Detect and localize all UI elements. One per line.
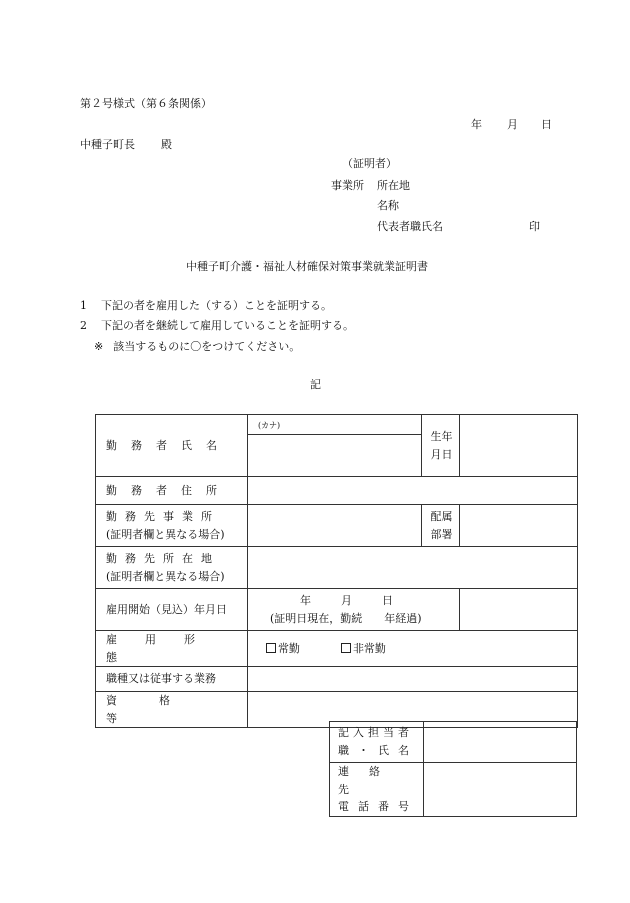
employee-name-label-cell xyxy=(96,415,248,477)
note-mark: ※ xyxy=(94,340,104,353)
workplace-address-input[interactable] xyxy=(247,547,577,589)
employment-type-label: 雇用形態 xyxy=(106,633,223,664)
representative-label: 代表者職氏名 xyxy=(377,220,443,233)
start-date-note: (証明日現在，勤続 年経過) xyxy=(269,611,422,625)
company-name-label: 名称 xyxy=(377,199,399,212)
full-time-checkbox[interactable] xyxy=(266,642,300,655)
addressee: 中種子町長 xyxy=(80,138,135,151)
qualification-label: 資格等 xyxy=(106,694,212,725)
statement-1-text: 下記の者を雇用した（する）ことを証明する。 xyxy=(101,299,332,312)
department-label-cell xyxy=(422,505,460,547)
kana-input[interactable] xyxy=(247,415,422,435)
department-label-1: 配属 xyxy=(430,509,453,523)
employee-name-input[interactable] xyxy=(247,435,422,477)
workplace-address-label: 勤務先所在地 xyxy=(106,551,220,565)
qualification-label-cell xyxy=(96,692,248,728)
employee-name-label: 勤務者氏名 xyxy=(106,438,231,452)
date-day-label: 日 xyxy=(541,118,552,131)
contact-label-cell xyxy=(330,763,424,817)
start-date-label: 雇用開始（見込）年月日 xyxy=(106,602,227,616)
contact-label-1: 連絡先 xyxy=(338,765,400,796)
person-input[interactable] xyxy=(423,722,576,763)
kana-label: (カナ) xyxy=(257,421,281,430)
statement-2-number: 2 xyxy=(80,319,87,332)
checkbox-icon xyxy=(266,643,276,653)
birthdate-input[interactable] xyxy=(460,415,578,477)
occupation-input[interactable] xyxy=(247,667,577,692)
statement-2-text: 下記の者を継続して雇用していることを証明する。 xyxy=(101,319,354,332)
workplace-label: 勤務先事業所 xyxy=(106,509,220,523)
ki-mark: 記 xyxy=(310,378,321,391)
person-label-cell xyxy=(330,722,424,763)
document-title: 中種子町介護・福祉人材確保対策事業就業証明書 xyxy=(186,260,428,273)
workplace-input[interactable] xyxy=(247,505,422,547)
full-time-label: 常勤 xyxy=(277,641,300,655)
employee-address-label-cell xyxy=(96,477,248,505)
employee-address-label: 勤務者住所 xyxy=(106,483,231,497)
note-text: 該当するものに〇をつけてください。 xyxy=(113,340,301,353)
person-label-2: 職・氏名 xyxy=(338,744,418,757)
part-time-checkbox[interactable] xyxy=(341,642,386,655)
statement-2 xyxy=(80,320,354,331)
workplace-address-label-cell xyxy=(96,547,248,589)
department-input[interactable] xyxy=(460,505,578,547)
certifier-heading: （証明者） xyxy=(342,157,397,170)
addressee-honorific: 殿 xyxy=(161,138,172,151)
employment-type-options xyxy=(247,631,577,667)
note xyxy=(94,341,300,352)
statement-1-number: 1 xyxy=(80,299,87,312)
occupation-label-cell xyxy=(96,667,248,692)
start-date-input[interactable] xyxy=(247,589,459,631)
workplace-note: (証明者欄と異なる場合) xyxy=(106,527,225,541)
workplace-address-note: (証明者欄と異なる場合) xyxy=(106,569,225,583)
employee-address-input[interactable] xyxy=(247,477,577,505)
address-label: 所在地 xyxy=(377,179,410,192)
start-date-label-cell xyxy=(96,589,248,631)
start-year-label: 年 xyxy=(299,593,311,607)
employee-table xyxy=(95,414,578,728)
workplace-label-cell xyxy=(96,505,248,547)
birthdate-label-1: 生年 xyxy=(430,429,453,443)
part-time-label: 非常勤 xyxy=(352,641,386,655)
department-label-2: 部署 xyxy=(430,527,453,541)
contact-label-2: 電話番号 xyxy=(338,800,418,814)
statement-1 xyxy=(80,300,332,311)
office-label: 事業所 xyxy=(331,179,364,192)
occupation-label: 職種又は従事する業務 xyxy=(106,672,216,686)
start-date-filler xyxy=(460,589,578,631)
checkbox-icon xyxy=(341,643,351,653)
start-month-label: 月 xyxy=(340,593,352,607)
date-year-label: 年 xyxy=(471,118,482,131)
form-number: 第２号様式（第６条関係） xyxy=(80,97,212,110)
employment-type-label-cell xyxy=(96,631,248,667)
birthdate-label-2: 月日 xyxy=(430,447,453,461)
birthdate-label-cell xyxy=(422,415,460,477)
person-label-1: 記入担当者 xyxy=(338,726,413,740)
contact-input[interactable] xyxy=(423,763,576,817)
seal-mark: 印 xyxy=(529,220,540,233)
start-day-label: 日 xyxy=(381,593,393,607)
contact-table xyxy=(329,721,577,817)
date-month-label: 月 xyxy=(507,118,518,131)
